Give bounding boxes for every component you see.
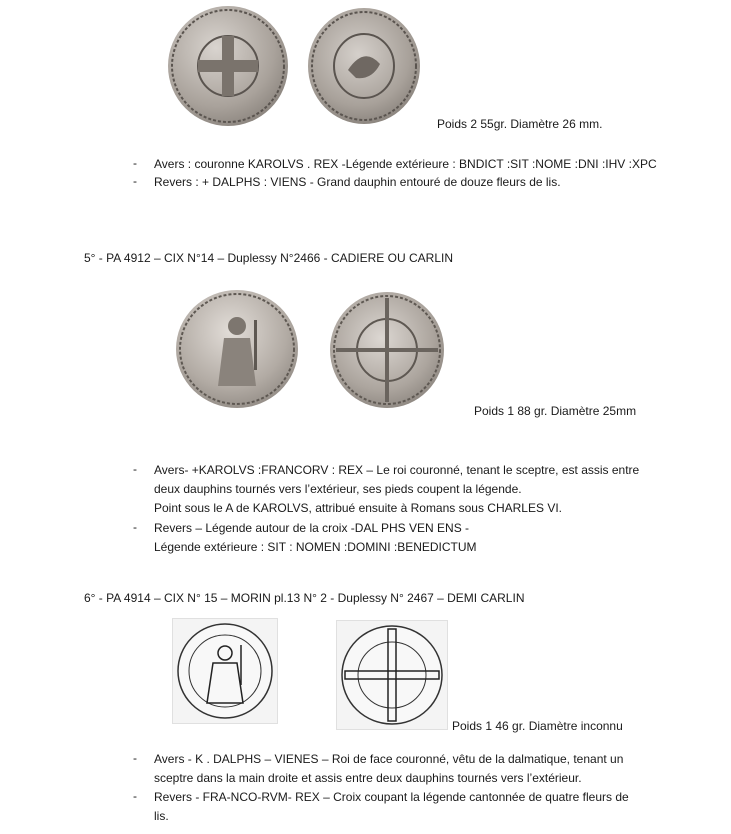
- list-item-text: Point sous le A de KAROLVS, attribué ensuite à Romans sous CHARLES VI.: [154, 501, 562, 515]
- list-item-text: sceptre dans la main droite et assis entre deux dauphins tournés vers l’extérieur.: [154, 771, 582, 785]
- king-icon: [176, 290, 298, 408]
- list-dash: -: [133, 520, 137, 534]
- cross-icon: [330, 292, 444, 408]
- list-item: [128, 520, 718, 560]
- list-item-text: Avers : couronne KAROLVS . REX -Légende extérieure : BNDICT :SIT :NOME :DNI :IHV :XPC: [154, 157, 657, 171]
- list-item: [128, 154, 708, 174]
- list-item: [128, 789, 718, 827]
- list-item-text: lis.: [154, 809, 169, 823]
- list-item-text: Revers - FRA-NCO-RVM- REX – Croix coupant la légende cantonnée de quatre fleurs de: [154, 790, 629, 804]
- coin-info-text: Poids 2 55gr. Diamètre 26 mm.: [437, 117, 603, 131]
- bullet-list: [128, 154, 708, 194]
- dauphin-icon: [308, 8, 420, 124]
- bullet-list: [128, 462, 718, 560]
- coin-info-text: Poids 1 88 gr. Diamètre 25mm: [474, 404, 637, 418]
- coin-obverse-cross: [168, 6, 288, 126]
- coin-drawing-frame: [336, 620, 448, 730]
- list-item-text: Revers – Légende autour de la croix -DAL PHS VEN ENS -: [154, 521, 470, 535]
- list-item-text: Avers- +KAROLVS :FRANCORV : REX – Le roi couronné, tenant le sceptre, est assis entre: [154, 463, 640, 477]
- list-item: [128, 751, 718, 789]
- cross-drawing-icon: [337, 621, 447, 729]
- bullet-list: [128, 751, 718, 827]
- coin-reverse-cross: [330, 292, 444, 408]
- list-item-text: Avers - K . DALPHS – VIENES – Roi de face couronné, vêtu de la dalmatique, tenant un: [154, 752, 624, 766]
- list-dash: -: [133, 462, 137, 476]
- coin-info-text: Poids 1 46 gr. Diamètre inconnu: [452, 719, 623, 733]
- list-dash: -: [133, 789, 137, 803]
- cross-icon: [168, 6, 288, 126]
- list-dash: -: [133, 751, 137, 765]
- section-heading: 5° - PA 4912 – CIX N°14 – Duplessy N°2466 - CADIERE OU CARLIN: [84, 251, 453, 265]
- list-item-text: deux dauphins tournés vers l’extérieur, ses pieds coupent la légende.: [154, 482, 522, 496]
- coin-obverse-king: [176, 290, 298, 408]
- list-dash: -: [133, 156, 137, 170]
- coin-reverse-dauphin: [308, 8, 420, 124]
- list-item: [128, 462, 718, 520]
- king-drawing-icon: [173, 619, 277, 723]
- coin-drawing-frame: [172, 618, 278, 724]
- list-dash: -: [133, 174, 137, 188]
- list-item: [128, 174, 708, 194]
- list-item-text: Légende extérieure : SIT : NOMEN :DOMINI :BENEDICTUM: [154, 540, 477, 554]
- section-heading: 6° - PA 4914 – CIX N° 15 – MORIN pl.13 N° 2 - Duplessy N° 2467 – DEMI CARLIN: [84, 591, 525, 605]
- list-item-text: Revers : + DALPHS : VIENS - Grand dauphin entouré de douze fleurs de lis.: [154, 175, 561, 189]
